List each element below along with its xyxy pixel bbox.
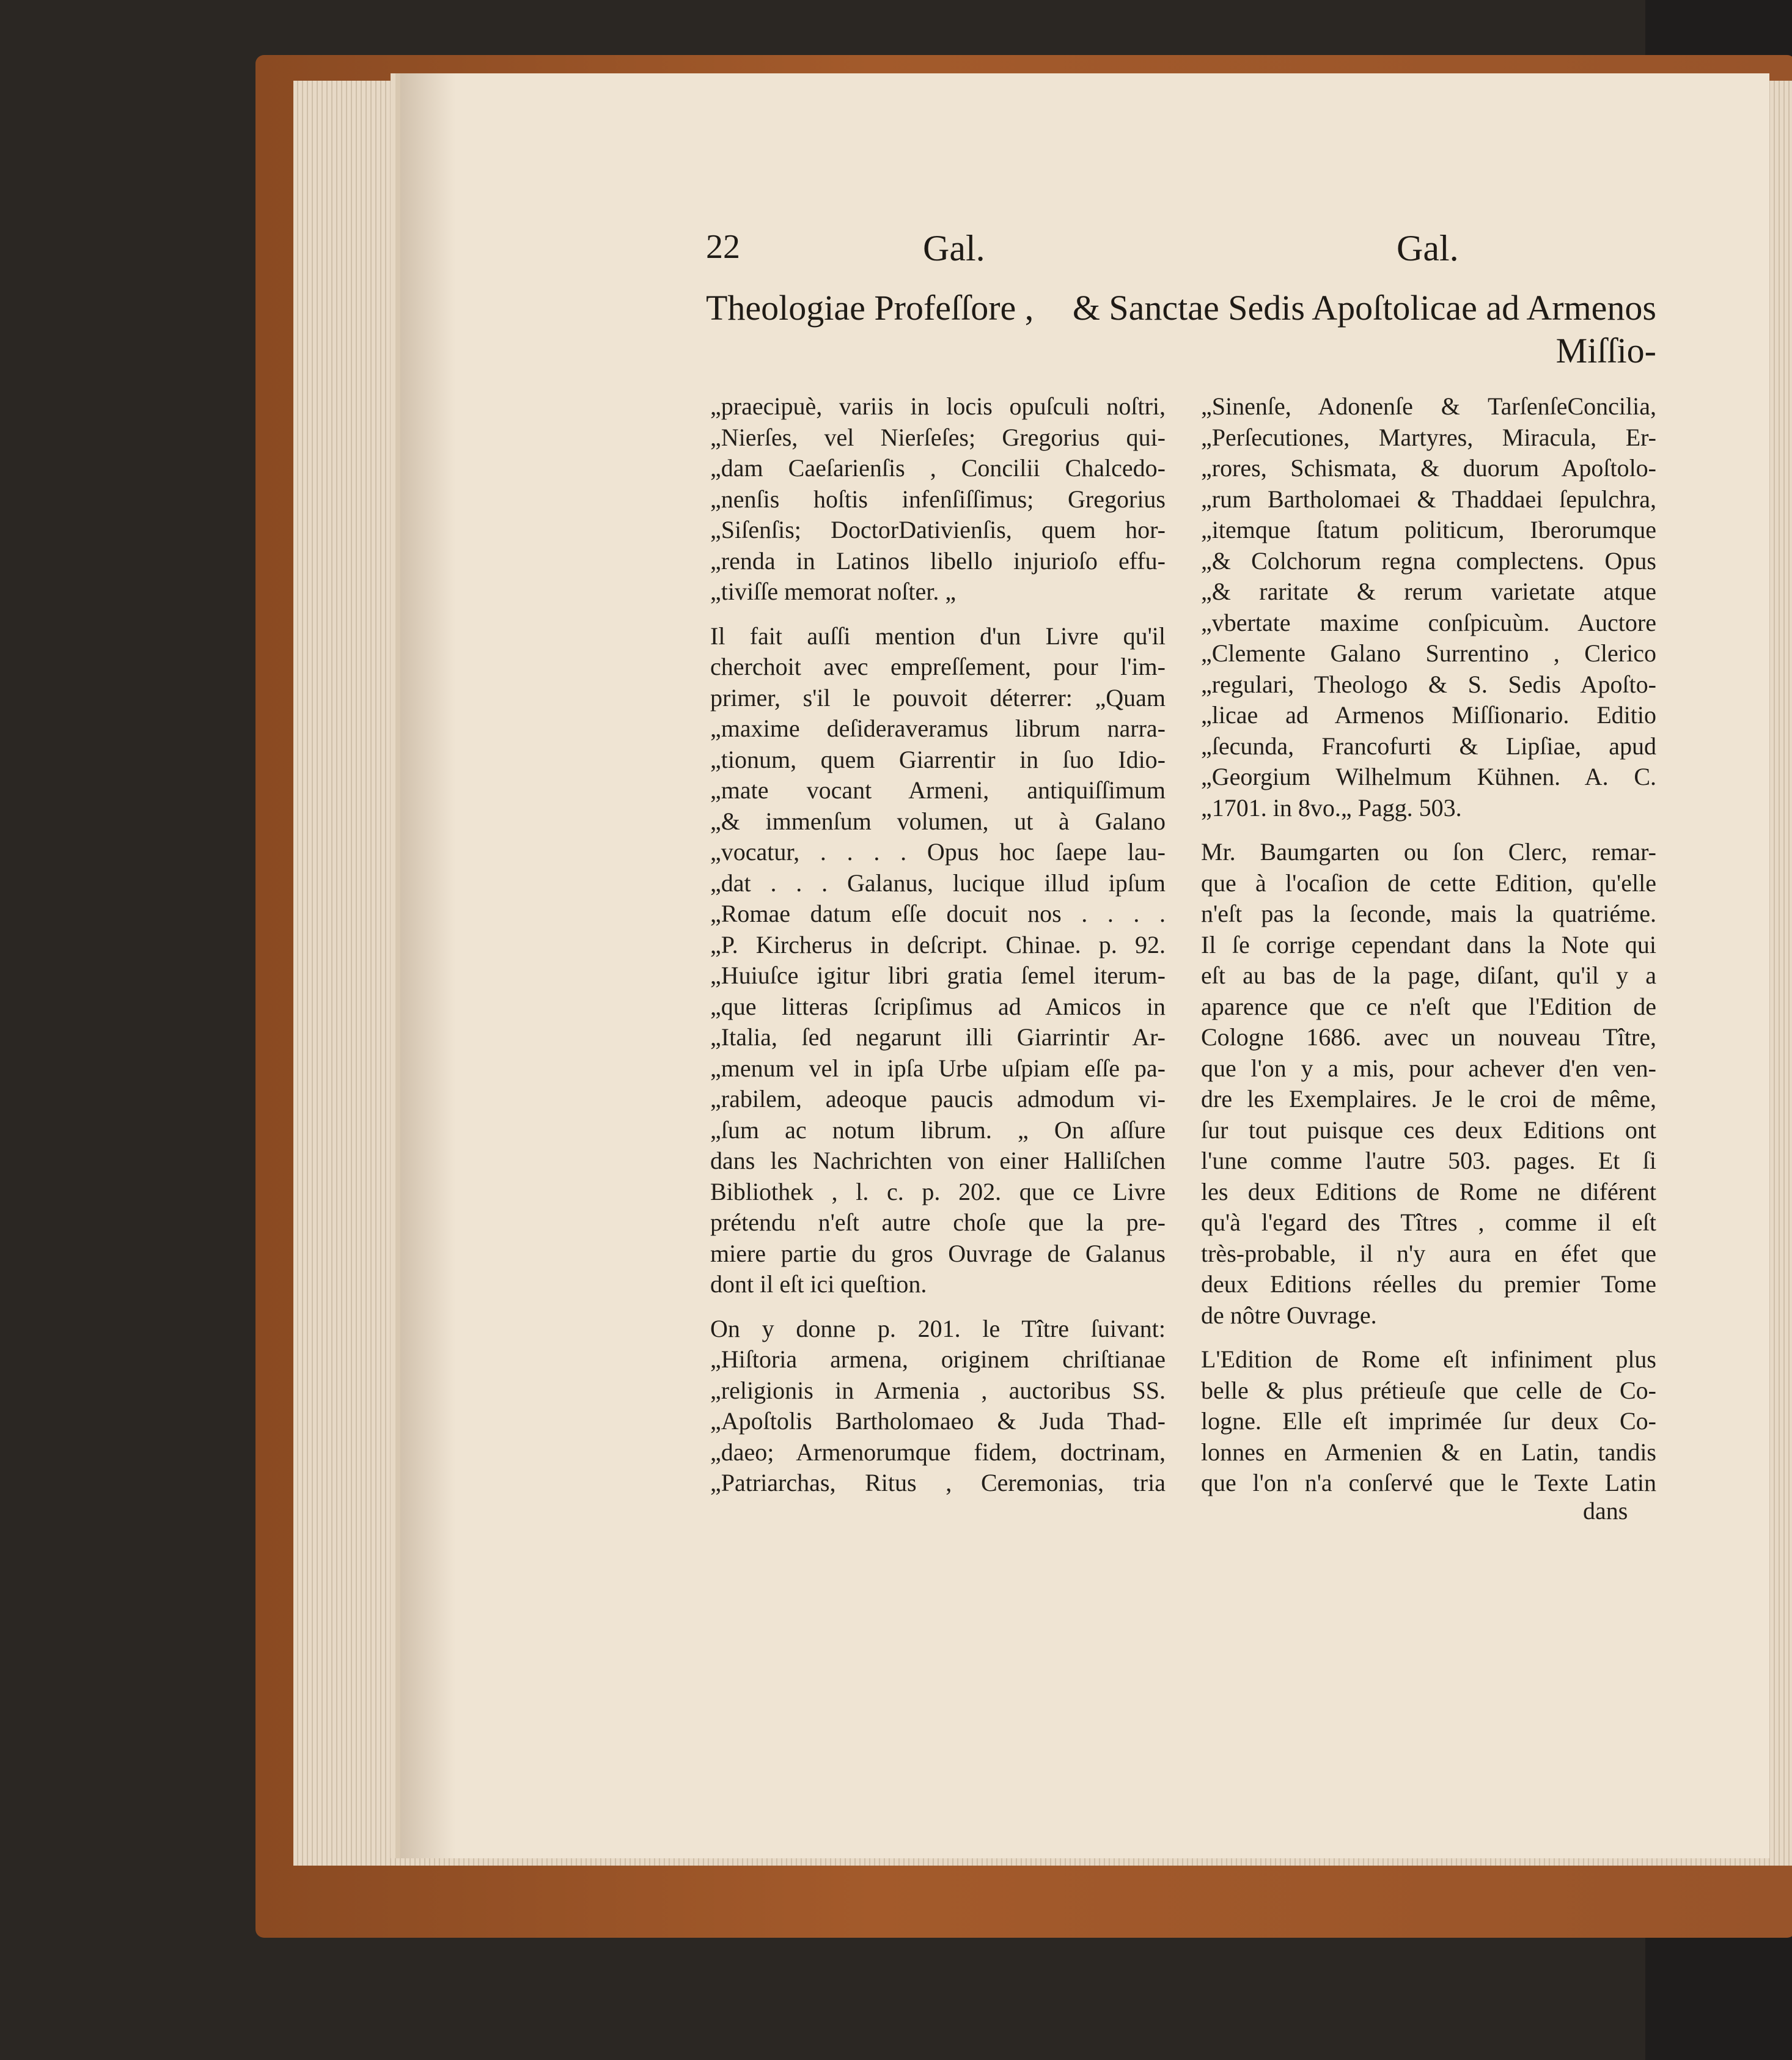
text-line: „Sinenſe, Adonenſe & TarſenſeConcilia,: [1201, 392, 1656, 420]
text-line: dans les Nachrichten von einer Halliſchen: [710, 1147, 1166, 1174]
running-head-left: Gal.: [923, 228, 985, 268]
text-line: „renda in Latinos libello injurioſo effu-: [710, 546, 1166, 575]
paragraph-gap: [1201, 823, 1656, 837]
text-line: „& Colchorum regna complectens. Opus: [1201, 546, 1656, 575]
text-line: eſt au bas de la page, diſant, qu'il y a: [1201, 962, 1656, 989]
text-line: aparence que ce n'eſt que l'Edition de: [1201, 992, 1656, 1020]
text-line: „& raritate & rerum varietate atque: [1201, 578, 1656, 605]
title-line-1-left: Theologiae Profeſſore ,: [706, 288, 1034, 328]
text-line: „1701. in 8vo.„ Pagg. 503.: [1201, 793, 1462, 822]
text-line: „nenſis hoſtis infenſiſſimus; Gregorius: [710, 485, 1166, 513]
text-line: ſur tout puisque ces deux Editions ont: [1201, 1116, 1656, 1144]
text-line: Bibliothek , l. c. p. 202. que ce Livre: [710, 1177, 1166, 1205]
text-line: belle & plus prétieuſe que celle de Co-: [1201, 1376, 1656, 1404]
text-line: On y donne p. 201. le Tître ſuivant:: [710, 1314, 1166, 1342]
text-line: Cologne 1686. avec un nouveau Tître,: [1201, 1023, 1656, 1051]
text-line: Il ſe corrige cependant dans la Note qui: [1201, 930, 1656, 958]
text-line: „Italia, ſed negarunt illi Giarrintir Ar-: [710, 1023, 1166, 1051]
text-line: „que litteras ſcripſimus ad Amicos in: [710, 992, 1166, 1020]
text-line: dre les Exemplaires. Je le croi de même,: [1201, 1085, 1656, 1113]
text-line: „Apoſtolis Bartholomaeo & Juda Thad-: [710, 1407, 1166, 1435]
text-line: „dat . . . Galanus, lucique illud ipſum: [710, 869, 1166, 897]
text-line: „Hiſtoria armena, originem chriſtianae: [710, 1345, 1166, 1373]
text-line: „menum vel in ipſa Urbe uſpiam eſſe pa-: [710, 1054, 1166, 1082]
text-line: „tiviſſe memorat noſter. „: [710, 578, 957, 605]
left-column: [710, 391, 1166, 1499]
gutter-shadow: [400, 73, 455, 1858]
text-line: „Siſenſis; DoctorDativienſis, quem hor-: [710, 516, 1166, 543]
text-line: „daeo; Armenorumque fidem, doctrinam,: [710, 1438, 1166, 1466]
text-line: „P. Kircherus in deſcript. Chinae. p. 92.: [710, 930, 1166, 958]
text-line: deux Editions réelles du premier Tome: [1201, 1270, 1656, 1298]
title-line-1-right: & Sanctae Sedis Apoſtolicae ad Armenos: [1072, 288, 1656, 328]
paragraph-gap: [1201, 1331, 1656, 1344]
catchword: dans: [1583, 1497, 1628, 1525]
text-line: primer, s'il le pouvoit déterrer: „Quam: [710, 683, 1166, 712]
text-line: „rum Bartholomaei & Thaddaei ſepulchra,: [1201, 485, 1656, 513]
text-line: „maxime deſideraveramus librum narra-: [710, 715, 1166, 742]
text-line: n'eſt pas la ſeconde, mais la quatriéme.: [1201, 900, 1656, 927]
title-line-1: [706, 287, 1656, 328]
text-line: très-probable, il n'y aura en éfet que: [1201, 1239, 1656, 1267]
text-line: „& immenſum volumen, ut à Galano: [710, 807, 1166, 835]
text-line: „ſum ac notum librum. „ On aſſure: [710, 1116, 1166, 1144]
right-column: [1201, 391, 1656, 1499]
paragraph-gap: [710, 608, 1166, 621]
text-line: qu'à l'egard des Tîtres , comme il eſt: [1201, 1208, 1656, 1236]
title-line-2: Miſſio-: [1555, 331, 1656, 370]
text-line: „regulari, Theologo & S. Sedis Apoſto-: [1201, 670, 1656, 698]
text-line: „rabilem, adeoque paucis admodum vi-: [710, 1085, 1166, 1113]
text-line: Mr. Baumgarten ou ſon Clerc, remar-: [1201, 838, 1656, 866]
text-line: „Perſecutiones, Martyres, Miracula, Er-: [1201, 423, 1656, 451]
text-line: Il fait auſſi mention d'un Livre qu'il: [710, 622, 1166, 650]
text-line: „Romae datum eſſe docuit nos . . . .: [710, 900, 1166, 927]
running-head-right: Gal.: [1397, 228, 1459, 268]
text-line: „licae ad Armenos Miſſionario. Editio: [1201, 701, 1656, 729]
text-line: „dam Caeſarienſis , Concilii Chalcedo-: [710, 454, 1166, 482]
text-line: lonnes en Armenien & en Latin, tandis: [1201, 1438, 1656, 1466]
text-line: „Nierſes, vel Nierſeſes; Gregorius qui-: [710, 423, 1166, 451]
text-line: de nôtre Ouvrage.: [1201, 1301, 1377, 1329]
text-line: „Clemente Galano Surrentino , Clerico: [1201, 639, 1656, 667]
text-line: dont il eſt ici queſtion.: [710, 1270, 927, 1298]
text-line: „ſecunda, Francofurti & Lipſiae, apud: [1201, 732, 1656, 760]
paragraph-gap: [710, 1300, 1166, 1314]
text-line: „praecipuè, variis in locis opuſculi noſtri,: [710, 392, 1166, 420]
text-line: prétendu n'eſt autre choſe que la pre-: [710, 1208, 1166, 1236]
text-line: „tionum, quem Giarrentir in ſuo Idio-: [710, 745, 1166, 773]
text-line: miere partie du gros Ouvrage de Galanus: [710, 1239, 1166, 1267]
text-line: l'une comme l'autre 503. pages. Et ſi: [1201, 1147, 1656, 1174]
text-line: „rores, Schismata, & duorum Apoſtolo-: [1201, 454, 1656, 482]
text-line: cherchoit avec empreſſement, pour l'im-: [710, 653, 1166, 680]
text-line: que à l'ocaſion de cette Edition, qu'elle: [1201, 869, 1656, 897]
text-line: „Patriarchas, Ritus , Ceremonias, tria: [710, 1469, 1166, 1496]
text-line: que l'on y a mis, pour achever d'en ven-: [1201, 1054, 1656, 1082]
text-line: „vbertate maxime conſpicuùm. Auctore: [1201, 608, 1656, 636]
text-line: „religionis in Armenia , auctoribus SS.: [710, 1376, 1166, 1404]
text-line: „mate vocant Armeni, antiquiſſimum: [710, 776, 1166, 804]
text-line: que l'on n'a conſervé que le Texte Latin: [1201, 1469, 1656, 1496]
text-line: les deux Editions de Rome ne diférent: [1201, 1177, 1656, 1205]
text-line: L'Edition de Rome eſt infiniment plus: [1201, 1345, 1656, 1373]
text-line: „Georgium Wilhelmum Kühnen. A. C.: [1201, 763, 1656, 790]
text-line: „vocatur, . . . . Opus hoc ſaepe lau-: [710, 838, 1166, 866]
text-line: „itemque ſtatum politicum, Iberorumque: [1201, 516, 1656, 543]
text-line: logne. Elle eſt imprimée ſur deux Co-: [1201, 1407, 1656, 1435]
text-line: „Huiuſce igitur libri gratia ſemel iterum-: [710, 962, 1166, 989]
page-number: 22: [706, 228, 740, 266]
